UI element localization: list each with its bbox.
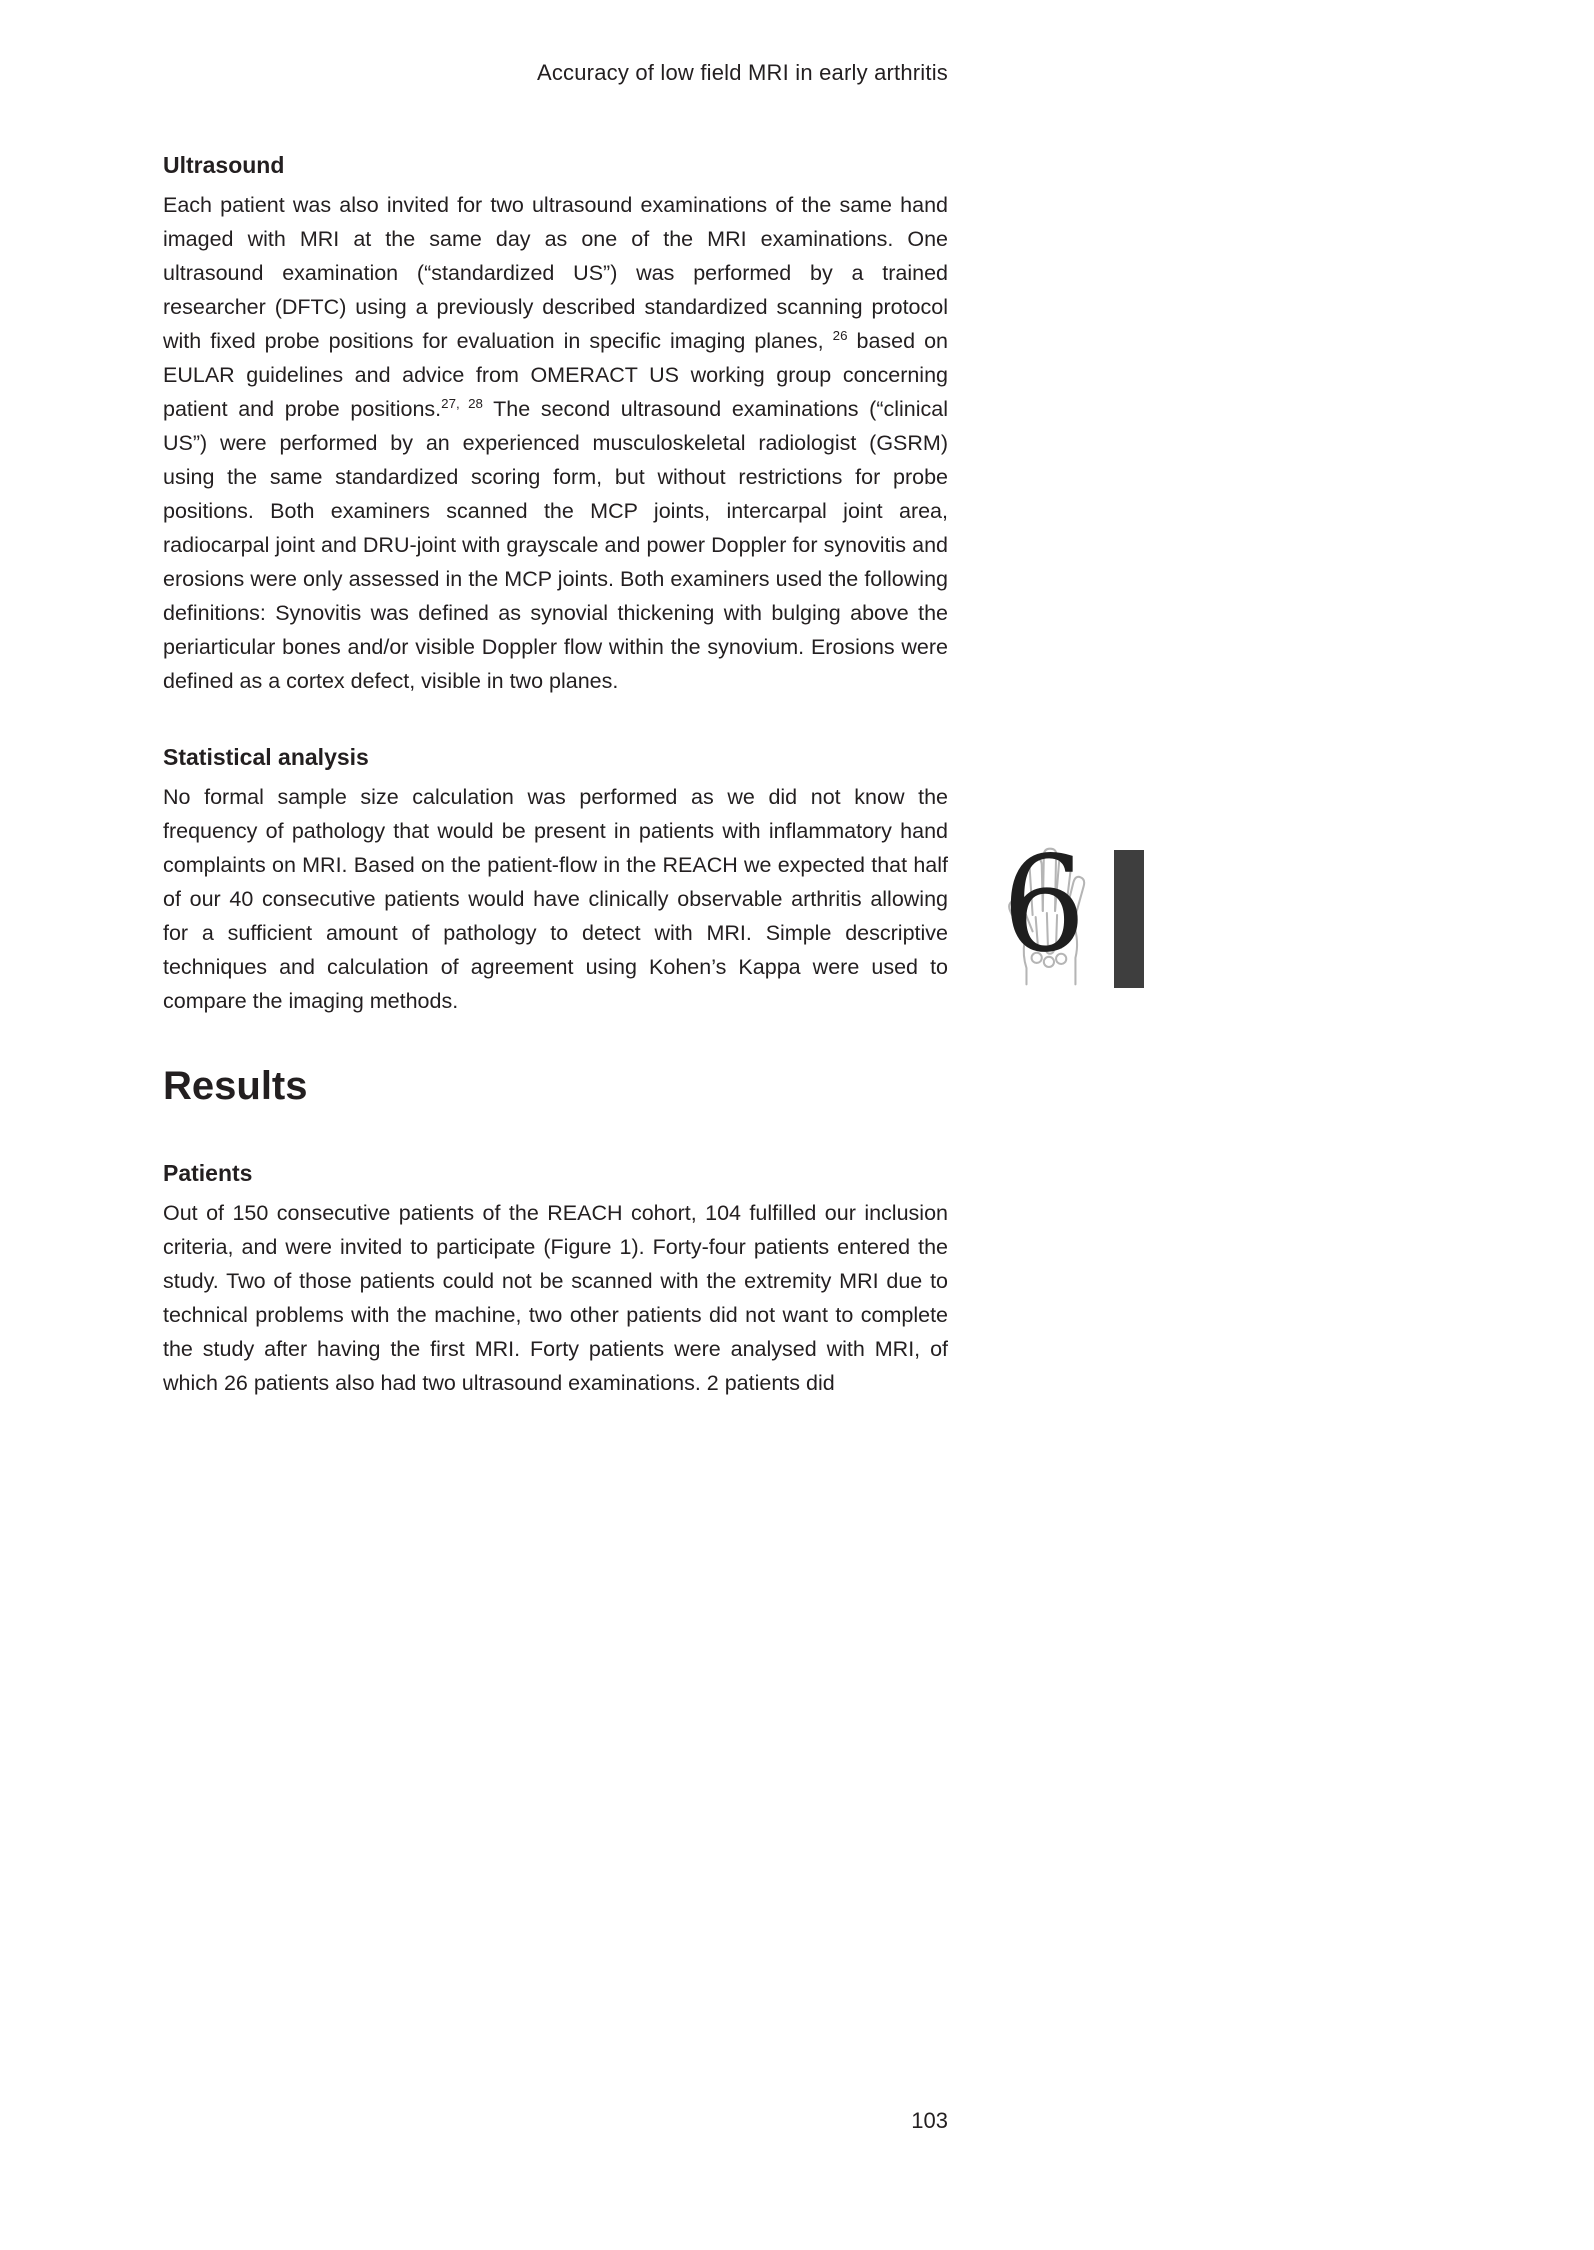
section-ultrasound (163, 150, 948, 698)
section-patients (163, 1158, 948, 1400)
footnote-ref-26: 26 (832, 327, 848, 343)
chapter-number: 6 (1002, 828, 1086, 982)
page-number: 103 (911, 2108, 948, 2133)
paragraph-statistical-analysis: No formal sample size calculation was performed as we did not know the frequency of pathology that would be present in patients with inflammatory hand complaints on MRI. Based on the patient-flow in the REACH we expected that half of our 40 consecutive patients would have clinically observable arthritis allowing for a sufficient amount of pathology to detect with MRI. Simple descriptive techniques and calculation of agreement using Kohen’s Kappa were used to compare the imaging methods. (163, 785, 948, 1013)
section-heading-patients: Patients (163, 1160, 253, 1186)
results-heading: Results (163, 1064, 308, 1108)
text-segment: based on EULAR guidelines and advice from OMERACT US working group concerning patient and probe positions. (163, 329, 948, 421)
section-heading-statistical-analysis: Statistical analysis (163, 744, 369, 770)
paragraph-patients: Out of 150 consecutive patients of the REACH cohort, 104 fulfilled our inclusion criteria, and were invited to participate (Figure 1). Forty-four patients entered the study. Two of those patients could not be scanned with the extremity MRI due to technical problems with the machine, two other patients did not want to complete the study after having the first MRI. Forty patients were analysed with MRI, of which 26 patients also had two ultrasound examinations. 2 patients did (163, 1201, 948, 1395)
text-segment: The second ultrasound examinations (“clinical US”) were performed by an experienced musculoskeletal radiologist (GSRM) using the same standardized scoring form, but without restrictions for probe positions. Both examiners scanned the MCP joints, intercarpal joint area, radiocarpal joint and DRU-joint with grayscale and power Doppler for synovitis and erosions were only assessed in the MCP joints. Both examiners used the following definitions: Synovitis was defined as synovial thickening with bulging above the periarticular bones and/or visible Doppler flow within the synovium. Erosions were defined as a cortex defect, visible in two planes. (163, 397, 949, 693)
footnote-ref-27-28: 27, 28 (441, 395, 483, 411)
page-content (163, 150, 948, 1444)
paragraph-ultrasound (163, 188, 948, 698)
running-header: Accuracy of low field MRI in early arthritis (536, 60, 948, 85)
section-statistical-analysis (163, 742, 948, 1018)
chapter-fore-edge-mark (998, 828, 1158, 1001)
chapter-tab-bar (1114, 850, 1144, 988)
text-segment: Each patient was also invited for two ultrasound examinations of the same hand imaged with MRI at the same day as one of the MRI examinations. One ultrasound examination (“standardized US”) was performed by a trained researcher (DFTC) using a previously described standardized scanning protocol with fixed probe positions for evaluation in specific imaging planes, (163, 193, 948, 353)
section-heading-ultrasound: Ultrasound (163, 152, 285, 178)
